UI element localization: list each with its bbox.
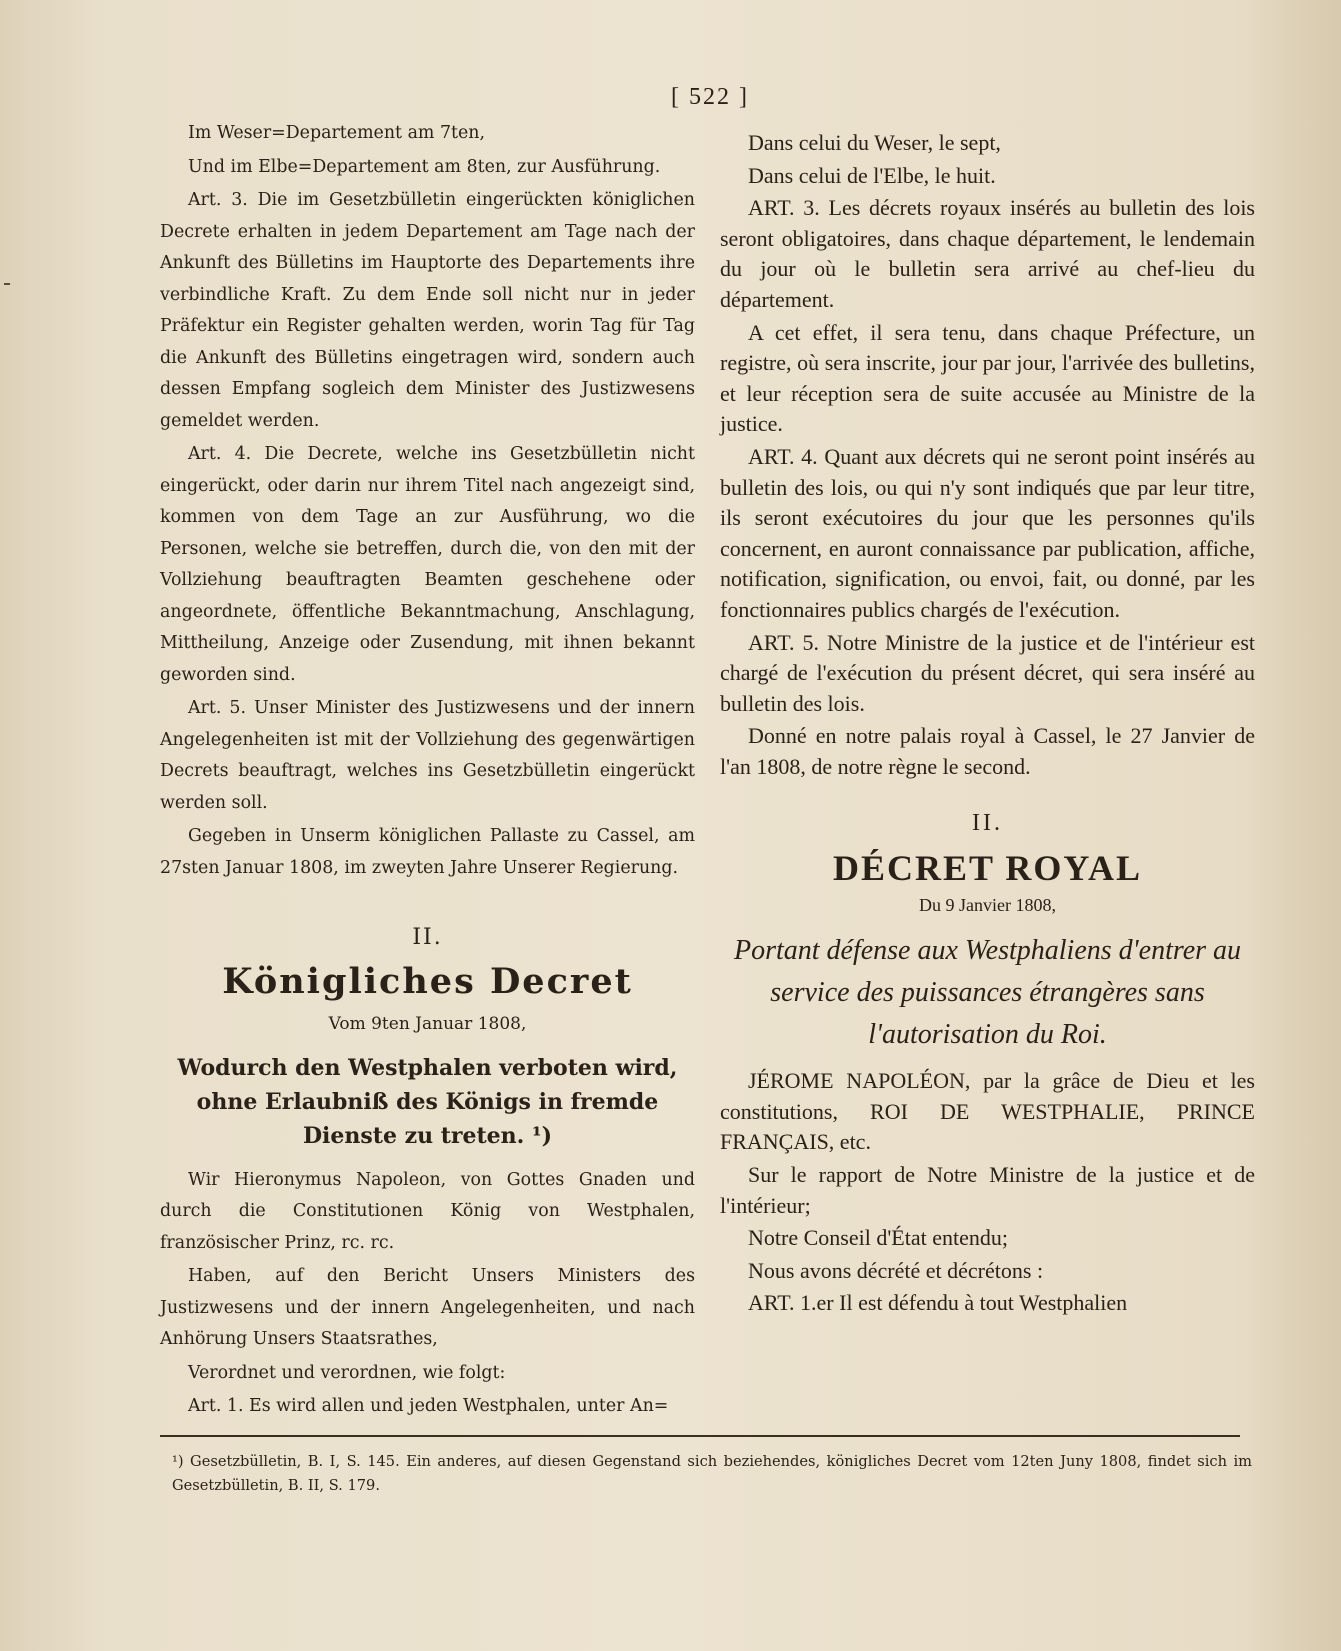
fr-decree-date: Du 9 Janvier 1808, [919,894,1056,915]
de-paragraph: Im Weser=Departement am 7ten, [188,123,486,143]
fr-paragraph: Sur le rapport de Notre Ministre de la justice et de l'intérieur; [720,1162,1255,1218]
fr-paragraph: ART. 5. Notre Ministre de la justice et de l'intérieur est chargé de l'exécution du présent décret, qui sera inséré au bulletin des lois. [720,629,1255,716]
fr-section-number: II. [972,810,1003,837]
de-paragraph: Und im Elbe=Departement am 8ten, zur Ausführung. [188,156,661,177]
fr-paragraph: ART. 1.er Il est défendu à tout Westphalien [748,1290,1128,1316]
fr-paragraph: Dans celui du Weser, le sept, [748,130,1001,155]
de-paragraph: Haben, auf den Bericht Unsers Ministers des Justizwesens und der innern Angelegenheiten, und nach Anhörung Unsers Staatsrathes, [160,1266,695,1349]
footnote: ¹) Gesetzbülletin, B. I, S. 145. Ein anderes, auf diesen Gegenstand sich beziehendes, königliches Decret vom 12ten Juny 1808, findet sich im Gesetzbülletin, B. II, S. 179. [172,1453,1252,1494]
de-paragraph: Wir Hieronymus Napoleon, von Gottes Gnaden und durch die Constitutionen König von Westphalen, französischer Prinz, rc. rc. [160,1169,695,1253]
fr-decree-title: DÉCRET ROYAL [832,848,1143,889]
de-decree-body [160,1165,695,1423]
de-paragraph: Art. 1. Es wird allen und jeden Westphalen, unter An= [188,1396,669,1416]
fr-paragraph: ART. 3. Les décrets royaux insérés au bulletin des lois seront obligatoires, dans chaque département, le lendemain du jour où le bulletin sera arrivé au chef-lieu du département. [720,195,1255,312]
de-decree-date: Vom 9ten Januar 1808, [328,1014,527,1034]
de-paragraph: Art. 4. Die Decrete, welche ins Gesetzbülletin nicht eingerückt, oder darin nur ihrem Titel nach angezeigt sind, kommen von dem Tage an zur Ausführung, wo die Personen, welche sie betreffen, durch die, von den mit der Vollziehung beauftragten Beamten geschehene oder angeordnete, öffentliche Bekanntmachung, Anschlagung, Mittheilung, Anzeige oder Zusendung, mit ihnen bekannt geworden sind. [160,444,695,685]
fr-decree-body [720,1066,1255,1319]
german-column [160,118,695,1423]
fr-decree-subtitle: Portant défense aux Westphaliens d'entrer au service des puissances étrangères sans l'autorisation du Roi. [733,935,1242,1051]
de-paragraph: Art. 5. Unser Minister des Justizwesens und der innern Angelegenheiten ist mit der Vollziehung des gegenwärtigen Decrets beauftragt, welches ins Gesetzbülletin eingerückt werden soll. [160,698,695,813]
footnote-divider [160,1435,1240,1437]
de-section-number: II. [412,925,443,950]
fr-paragraph: Notre Conseil d'État entendu; [748,1225,1008,1251]
fr-paragraph: ART. 4. Quant aux décrets qui ne seront point insérés au bulletin des lois, ou qui n'y sont indiqués que par leur titre, ils seront exécutoires du jour que les personnes qu'ils concernent, en auront connaissance par publication, affiche, notification, signification, ou envoi, fait, ou donné, par les fonctionnaires publics chargés de l'exécution. [720,443,1255,622]
fr-paragraph: A cet effet, il sera tenu, dans chaque Préfecture, un registre, où sera inscrite, jour par jour, l'arrivée des bulletins, et leur réception sera de suite accusée au Ministre de la justice. [720,319,1255,437]
fr-paragraph: Nous avons décrété et décrétons : [748,1257,1044,1283]
de-paragraph: Verordnet und verordnen, wie folgt: [188,1362,506,1383]
de-paragraph: Art. 3. Die im Gesetzbülletin eingerückten königlichen Decrete erhalten in jedem Departement am Tage nach der Ankunft des Bülletins im Hauptorte des Departements ihre verbindliche Kraft. Zu dem Ende soll nicht nur in jeder Präfektur ein Register gehalten werden, worin Tag für Tag die Ankunft des Bülletins eingetragen wird, sondern auch dessen Empfang sogleich dem Minister des Justizwesens gemeldet werden. [160,190,695,431]
page-number: [ 522 ] [671,84,749,110]
fr-paragraph: Donné en notre palais royal à Cassel, le 27 Janvier de l'an 1808, de notre règne le second. [720,723,1255,779]
fr-paragraph: JÉROME NAPOLÉON, par la grâce de Dieu et les constitutions, ROI DE WESTPHALIE, PRINCE FRANÇAIS, etc. [720,1068,1255,1155]
de-decree-subtitle: Wodurch den Westphalen verboten wird, ohne Erlaubniß des Königs in fremde Dienste zu treten. ¹) [177,1054,678,1149]
margin-mark [4,283,10,285]
de-paragraph: Gegeben in Unserm königlichen Pallaste zu Cassel, am 27sten Januar 1808, im zweyten Jahre Unserer Regierung. [160,826,695,878]
fr-paragraph: Dans celui de l'Elbe, le huit. [748,162,996,188]
french-column [720,128,1255,1319]
de-decree-title: Königliches Decret [222,960,633,1002]
